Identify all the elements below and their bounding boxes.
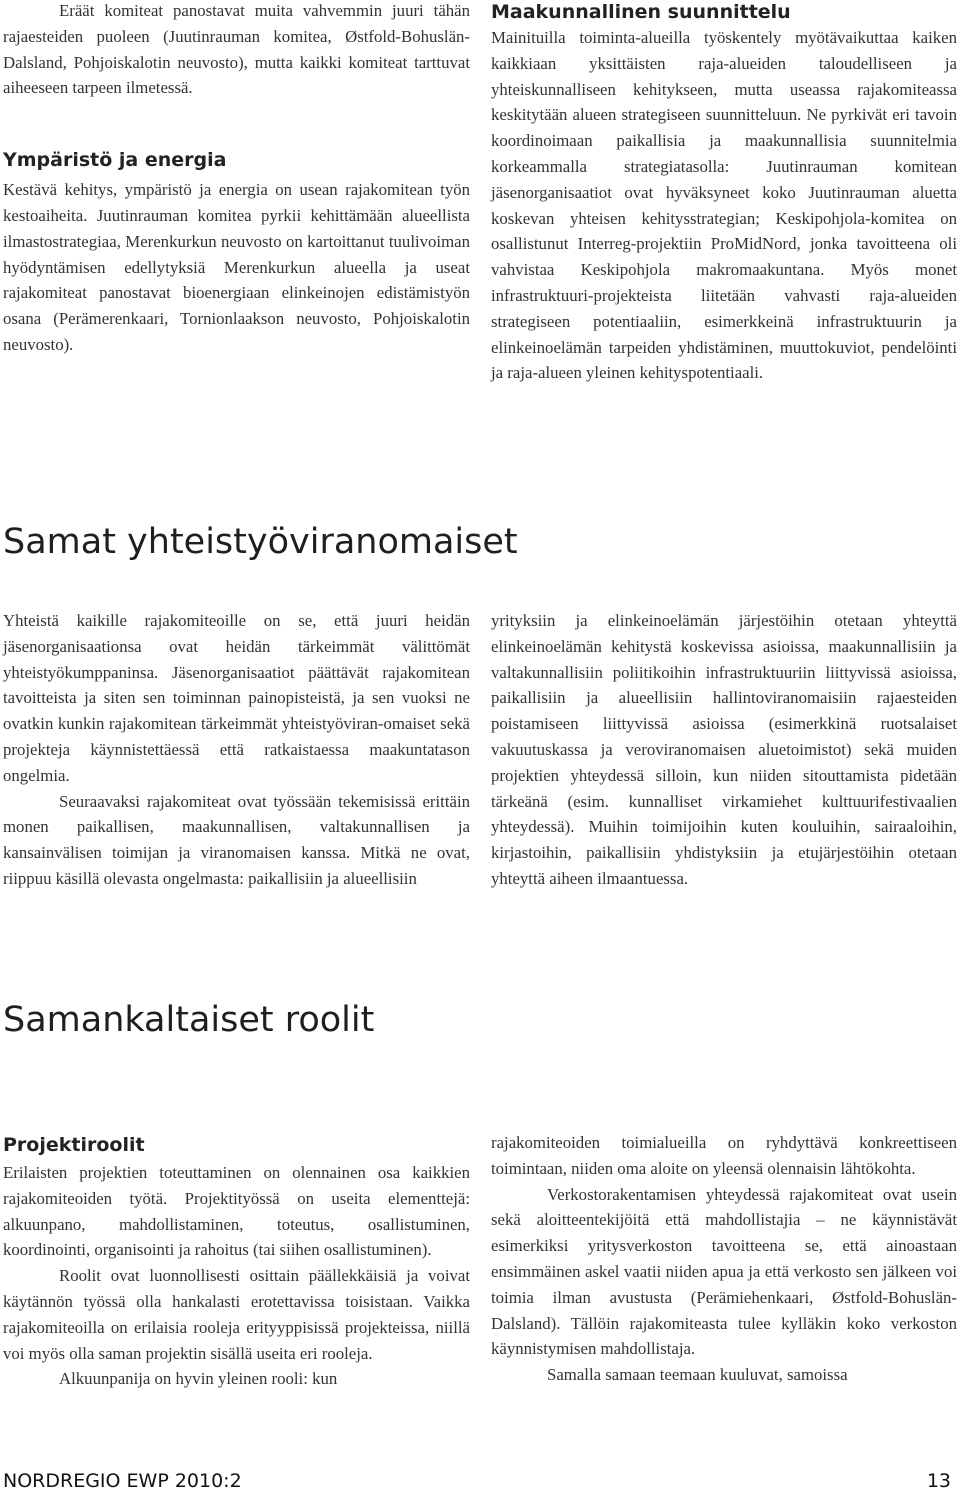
environment-heading: Ympäristö ja energia (3, 149, 227, 172)
section1-right-column (491, 608, 957, 892)
section2-paragraph-5: Verkostorakentamisen yhteydessä rajakomiteat ovat usein sekä aloitteentekijöitä että mahdollistajia – ne käynnistävät esimerkiksi yritysverkoston tavoitteena se, että ainoastaan ensimmäinen askel vaatii niiden apua ja että verkosto sen jälkeen voi toimia ilman avustusta (Perämiehenkaari, Østfold-Bohuslän-Dalsland). Tällöin rajakomiteasta tulee kylläkin koko verkoston käynnistymisen mahdollistaja. (491, 1184, 957, 1359)
section2-right-column (491, 1130, 957, 1388)
section1-left-column (3, 608, 470, 892)
project-roles-heading: Projektiroolit (3, 1134, 145, 1156)
regional-planning-heading: Maakunnallinen suunnittelu (491, 1, 791, 23)
footer-publication: NORDREGIO EWP 2010:2 (3, 1470, 242, 1492)
top-left-column (3, 0, 470, 358)
top-right-column (491, 0, 957, 386)
environment-paragraph: Kestävä kehitys, ympäristö ja energia on usean rajakomitean työn kestoaiheita. Juutinrauman komitea pyrkii kehittämään alueellista ilmastostrategiaa, Merenkurkun neuvosto on kartoittanut tuulivoiman hyödyntämisen edellytyksiä Merenkurkun alueella ja useat rajakomiteat panostavat bioenergiaan elinkeinojen edistämistyön osana (Perämerenkaari, Tornionlaakson neuvosto, Pohjoiskalotin neuvosto). (3, 180, 470, 354)
section1-paragraph-3: yrityksiin ja elinkeinoelämän järjestöihin otetaan yhteyttä elinkeinoelämän kehitystä koskevissa asioissa, maakunnallisiin ja valtakunnallisiin poliitikoihin infrastruktuuriin liittyvissä asioissa, paikallisiin ja alueellisiin hallintoviranomaisiin rajaesteiden poistamiseen liittyvissä asioissa (esimerkkinä ruotsalaiset vakuutuskassa ja veroviranomaisen aluetoimistot) sekä muiden projektien yhteydessä silloin, kun niiden sitouttamista pidetään tärkeänä (esim. kunnalliset virkamiehet kulttuurifestivaalien yhteydessä). Muihin toimijoihin kuten kouluihin, sairaaloihin, kirjastoihin, paikallisiin yhdistyksiin ja etujärjestöihin otetaan yhteyttä aiheen ilmaantuessa. (491, 611, 957, 888)
section1-paragraph-2: Seuraavaksi rajakomiteat ovat työssään tekemisissä erittäin monen paikallisen, maakunnallisen, valtakunnallisen ja kansainvälisen toimijan ja viranomaisen kanssa. Mitkä ne ovat, riippuu käsillä olevasta ongelmasta: paikallisiin ja alueellisiin (3, 791, 470, 888)
section1-paragraph-1: Yhteistä kaikille rajakomiteoille on se, että juuri heidän jäsenorganisaationsa ovat heidän tärkeimmät välittömät yhteistyökumppaninsa. Jäsenorganisaatiot päättävät rajakomitean tavoitteista ja siten sen toiminnan painopisteistä, ja sen vuoksi ne ovatkin kunkin rajakomitean tärkeimmät yhteistyöviran-omaiset sekä projekteja käynnistettäessä että ratkaistaessa maakuntatason ongelmia. (3, 611, 470, 785)
footer-page-number: 13 (926, 1470, 951, 1492)
section2-paragraph-4: rajakomiteoiden toimialueilla on ryhdyttävä konkreettiseen toimintaan, niiden oma aloite on yleensä olennaisin lähtökohta. (491, 1133, 957, 1178)
section2-left-column (3, 1133, 470, 1392)
section2-paragraph-2: Roolit ovat luonnollisesti osittain päällekkäisiä ja voivat käytännön työssä olla hankalasti erotettavissa toisistaan. Vaikka rajakomiteoilla on erilaisia rooleja erityyppisissä projekteissa, niillä voi myös olla saman projektin sisällä useita eri rooleja. (3, 1266, 470, 1363)
section-heading-similar-roles: Samankaltaiset roolit (3, 1000, 375, 1040)
regional-planning-paragraph: Mainituilla toiminta-alueilla työskentely myötävaikuttaa kaiken kaikkiaan yksittäisten raja-alueiden taloudelliseen ja yhteiskunnalliseen kehitykseen, mutta useassa rajakomiteassa keskitytään alueen strategiseen suunnitteluun. Ne pyrkivät eri tavoin koordinoimaan paikallisia ja maakunnallisia suunnitelmia korkeammalla strategiatasolla: Juutinrauman komitean jäsenorganisaatiot ovat hyväksyneet koko Juutinrauman aluetta koskevan yhteisen kehitysstrategian; Keskipohjola-komitea on osallistunut Interreg-projektiin ProMidNord, jonka tavoitteena oli vahvistaa Keskipohjola makromaakuntana. Myös monet infrastruktuuri-projekteista liitetään vahvasti raja-alueiden strategiseen potentiaaliin, esimerkkeinä infrastruktuurin ja elinkeinoelämän tarpeiden yhdistäminen, muuttokuviot, pendelöinti ja raja-alueen yleinen kehityspotentiaali. (491, 28, 957, 383)
section2-paragraph-6: Samalla samaan teemaan kuuluvat, samoissa (547, 1365, 848, 1385)
intro-paragraph: Eräät komiteat panostavat muita vahvemmin juuri tähän rajaesteiden puoleen (Juutinrauman komitea, Østfold-Bohuslän-Dalsland, Pohjoiskalotin neuvosto), mutta kaikki komiteat tarttuvat aiheeseen tarpeen ilmetessä. (3, 1, 470, 98)
section2-paragraph-3: Alkuunpanija on hyvin yleinen rooli: kun (59, 1369, 338, 1389)
section2-paragraph-1: Erilaisten projektien toteuttaminen on olennainen osa kaikkien rajakomiteoiden työtä. Projektityössä on useita elementtejä: alkuunpano, mahdollistaminen, toteutus, osallistuminen, koordinointi, organisointi ja rahoitus (tai siihen osallistuminen). (3, 1163, 470, 1260)
section-heading-same-authorities: Samat yhteistyöviranomaiset (3, 522, 518, 562)
